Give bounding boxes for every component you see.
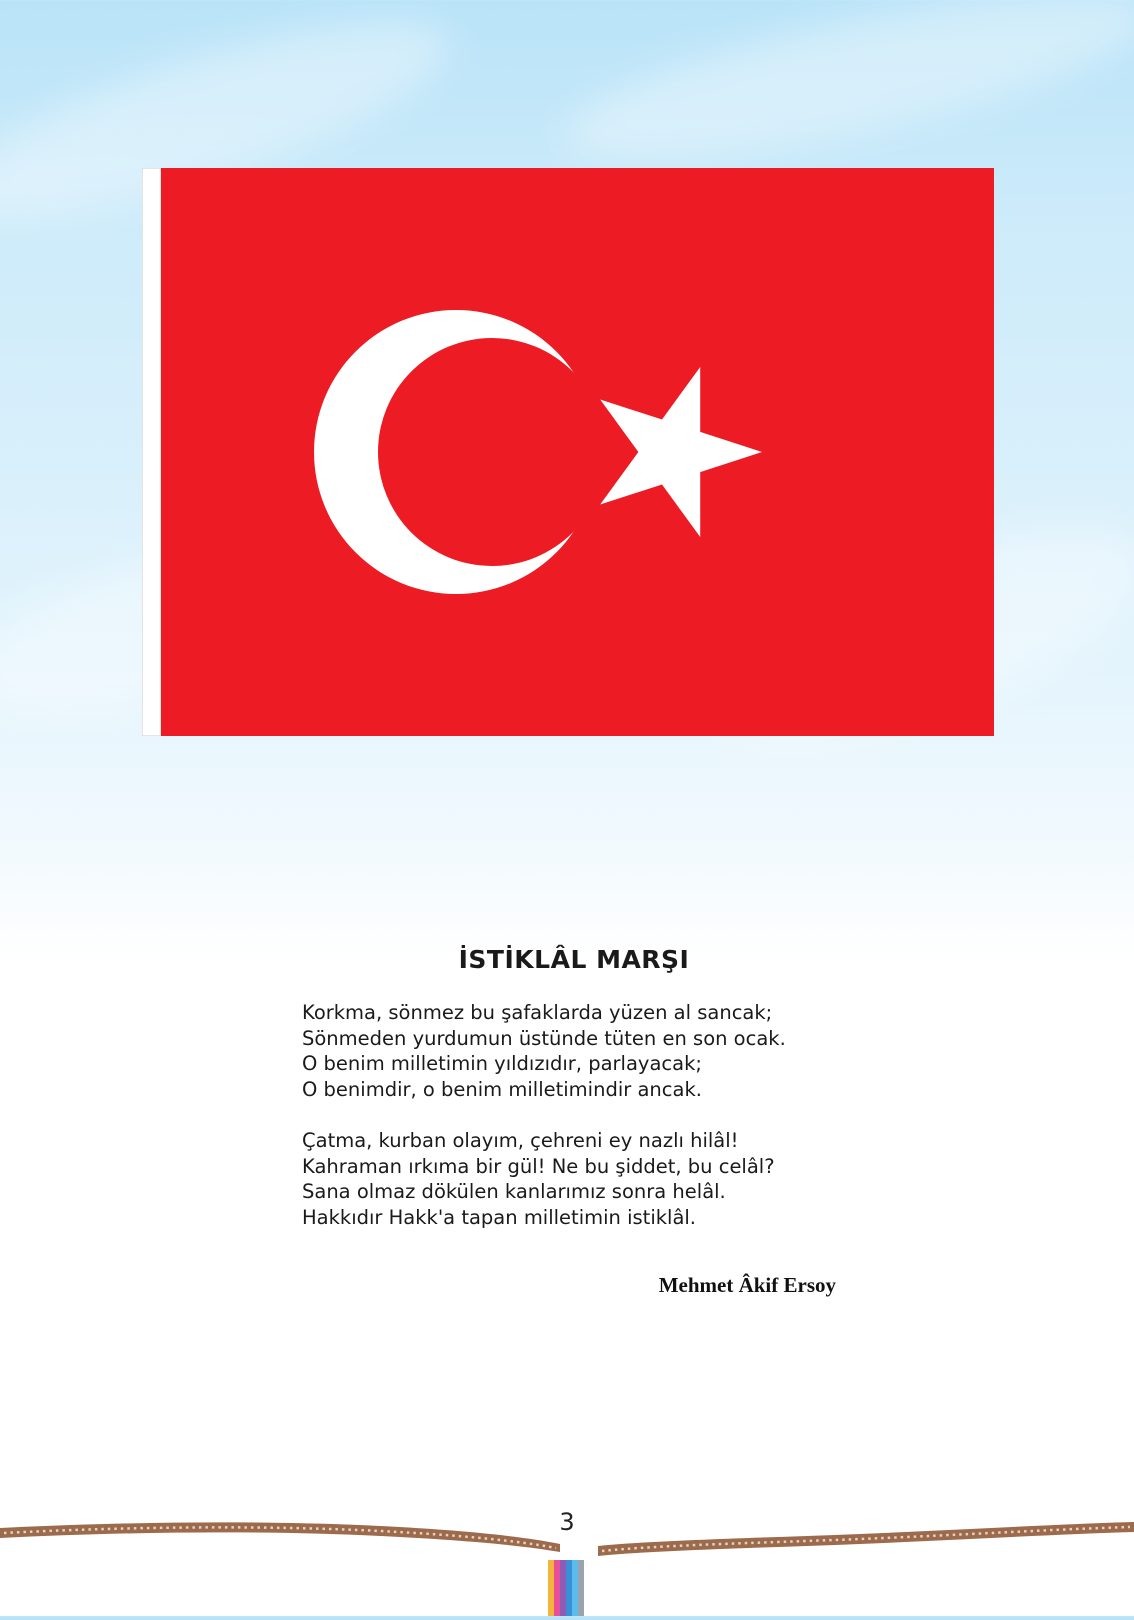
anthem-section	[0, 945, 1134, 1256]
stanza-line: Sönmeden yurdumun üstünde tüten en son ocak.	[302, 1026, 786, 1050]
pencil-stripes	[548, 1560, 584, 1616]
author-name: Mehmet Âkif Ersoy	[658, 1273, 836, 1297]
anthem-title: İSTİKLÂL MARŞI	[458, 945, 690, 974]
stanza-line: Hakkıdır Hakk'a tapan milletimin istiklâl.	[302, 1205, 697, 1229]
flag-hoist-strip	[142, 168, 161, 736]
stanza-line: O benimdir, o benim milletimindir ancak.	[302, 1077, 702, 1101]
stanza-line: Çatma, kurban olayım, çehreni ey nazlı hilâl!	[302, 1129, 739, 1152]
stanza	[302, 1128, 1134, 1230]
stanza	[302, 1000, 1134, 1102]
turkish-flag-icon	[142, 168, 994, 736]
stanza-line: Korkma, sönmez bu şafaklarda yüzen al sancak;	[302, 1001, 773, 1024]
page-number: 3	[559, 1508, 575, 1536]
stanza-line: Kahraman ırkıma bir gül! Ne bu şiddet, bu celâl?	[302, 1154, 775, 1178]
footer-ribbon-left	[0, 1522, 560, 1552]
sky-cloud	[555, 0, 1134, 191]
stanza-line: O benim milletimin yıldızıdır, parlayacak;	[302, 1052, 702, 1075]
stanza-line: Sana olmaz dökülen kanlarımız sonra helâl.	[302, 1180, 726, 1203]
footer-ribbon-right	[598, 1522, 1134, 1556]
